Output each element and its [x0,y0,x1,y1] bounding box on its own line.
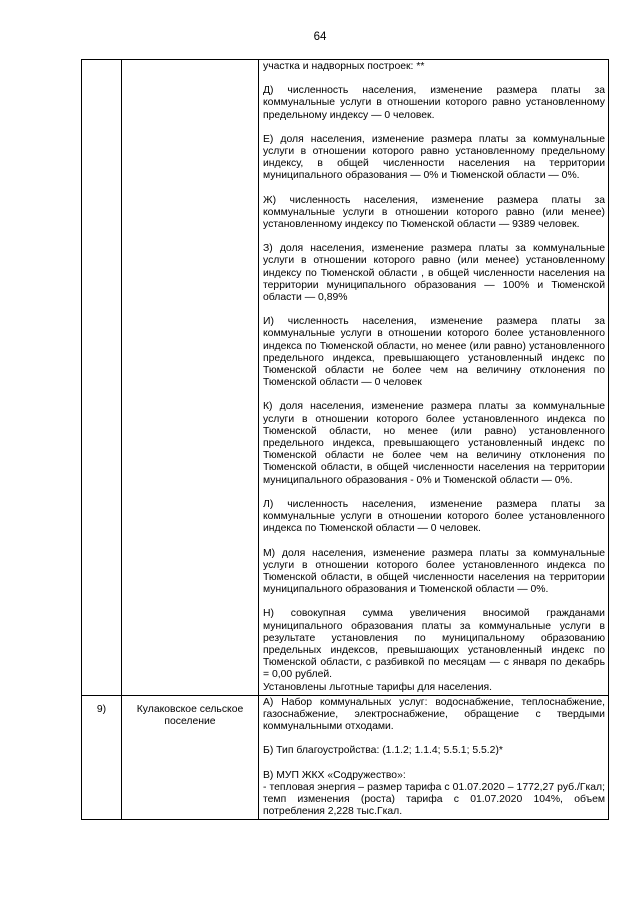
municipality-name-cell [122,60,259,696]
paragraph: В) МУП ЖКХ «Содружество»: [263,769,406,781]
paragraph: участка и надворных построек: ** [263,61,425,72]
paragraph: К) доля населения, изменение размера платы за коммунальные услуги в отношении которого более установленного индекса по Тюменской области, но менее (или равно) установленного предельного индекса, превышающего установленный индекс по Тюменской области не более чем на величину отклонения по Тюменской области, в общей численности населения на территории муниципального образования - 0% и Тюменской области — 0%. [263,401,605,486]
page-number: 64 [313,31,327,43]
row-number: 9) [96,703,107,715]
paragraph: Н) совокупная сумма увеличения вносимой гражданами муниципального образования платы за коммунальные услуги в результате установления по муниципальному образованию предельных индексов, превышающих установленный индекс по Тюменской области, с разбивкой по месяцам — с января по декабрь = 0,00 рублей. [263,608,605,681]
paragraph: Б) Тип благоустройства: (1.1.2; 1.1.4; 5.5.1; 5.5.2)* [263,745,503,757]
paragraph: З) доля населения, изменение размера платы за коммунальные услуги в отношении которого равно (или менее) установленному индексу по Тюменской области , в общей численности населения на территории муниципального образования — 100% и Тюменской области — 0,89% [263,243,605,304]
table-row [82,60,609,696]
paragraph: Установлены льготные тарифы для населения. [263,681,493,693]
paragraph: Л) численность населения, изменение размера платы за коммунальные услуги в отношении которого более установленного индекса по Тюменской области — 0 человек. [263,498,605,535]
paragraph: Е) доля населения, изменение размера платы за коммунальные услуги в отношении которого равно установленному предельному индексу, в общей численности населения на территории муниципального образования — 0% и Тюменской области — 0%. [263,133,605,182]
table-row [82,695,609,820]
paragraph: М) доля населения, изменение размера платы за коммунальные услуги в отношении которого более установленного индекса по Тюменской области, в общей численности населения на территории муниципального образования и Тюменской области — 0%. [263,547,605,596]
paragraph: - тепловая энергия – размер тарифа с 01.07.2020 – 1772,27 руб./Гкал; темп изменения (роста) тарифа с 01.07.2020 104%, объем потребления 2,228 тыс.Гкал. [263,781,605,818]
description-cell [259,60,609,696]
row-number-cell [82,60,122,696]
municipality-name: Кулаковское сельское поселение [136,703,244,727]
paragraph: Ж) численность населения, изменение размера платы за коммунальные услуги в отношении которого равно (или менее) установленному индексу по Тюменской области — 9389 человек. [263,194,605,231]
paragraph: А) Набор коммунальных услуг: водоснабжение, теплоснабжение, газоснабжение, электроснабжение, обращение с твердыми коммунальными отходами. [263,696,605,733]
municipality-name-cell [122,695,259,820]
indicators-table [81,59,609,820]
description-cell [259,695,609,820]
paragraph: Д) численность населения, изменение размера платы за коммунальные услуги в отношении которого равно установленному предельному индексу — 0 человек. [263,85,605,121]
row-number-cell [82,695,122,820]
paragraph: И) численность населения, изменение размера платы за коммунальные услуги в отношении которого более установленного индекса по Тюменской области, но менее (или равно) установленного предельного индекса, превышающего установленный индекс по Тюменской области не более чем на величину отклонения по Тюменской области — 0 человек [263,316,605,389]
